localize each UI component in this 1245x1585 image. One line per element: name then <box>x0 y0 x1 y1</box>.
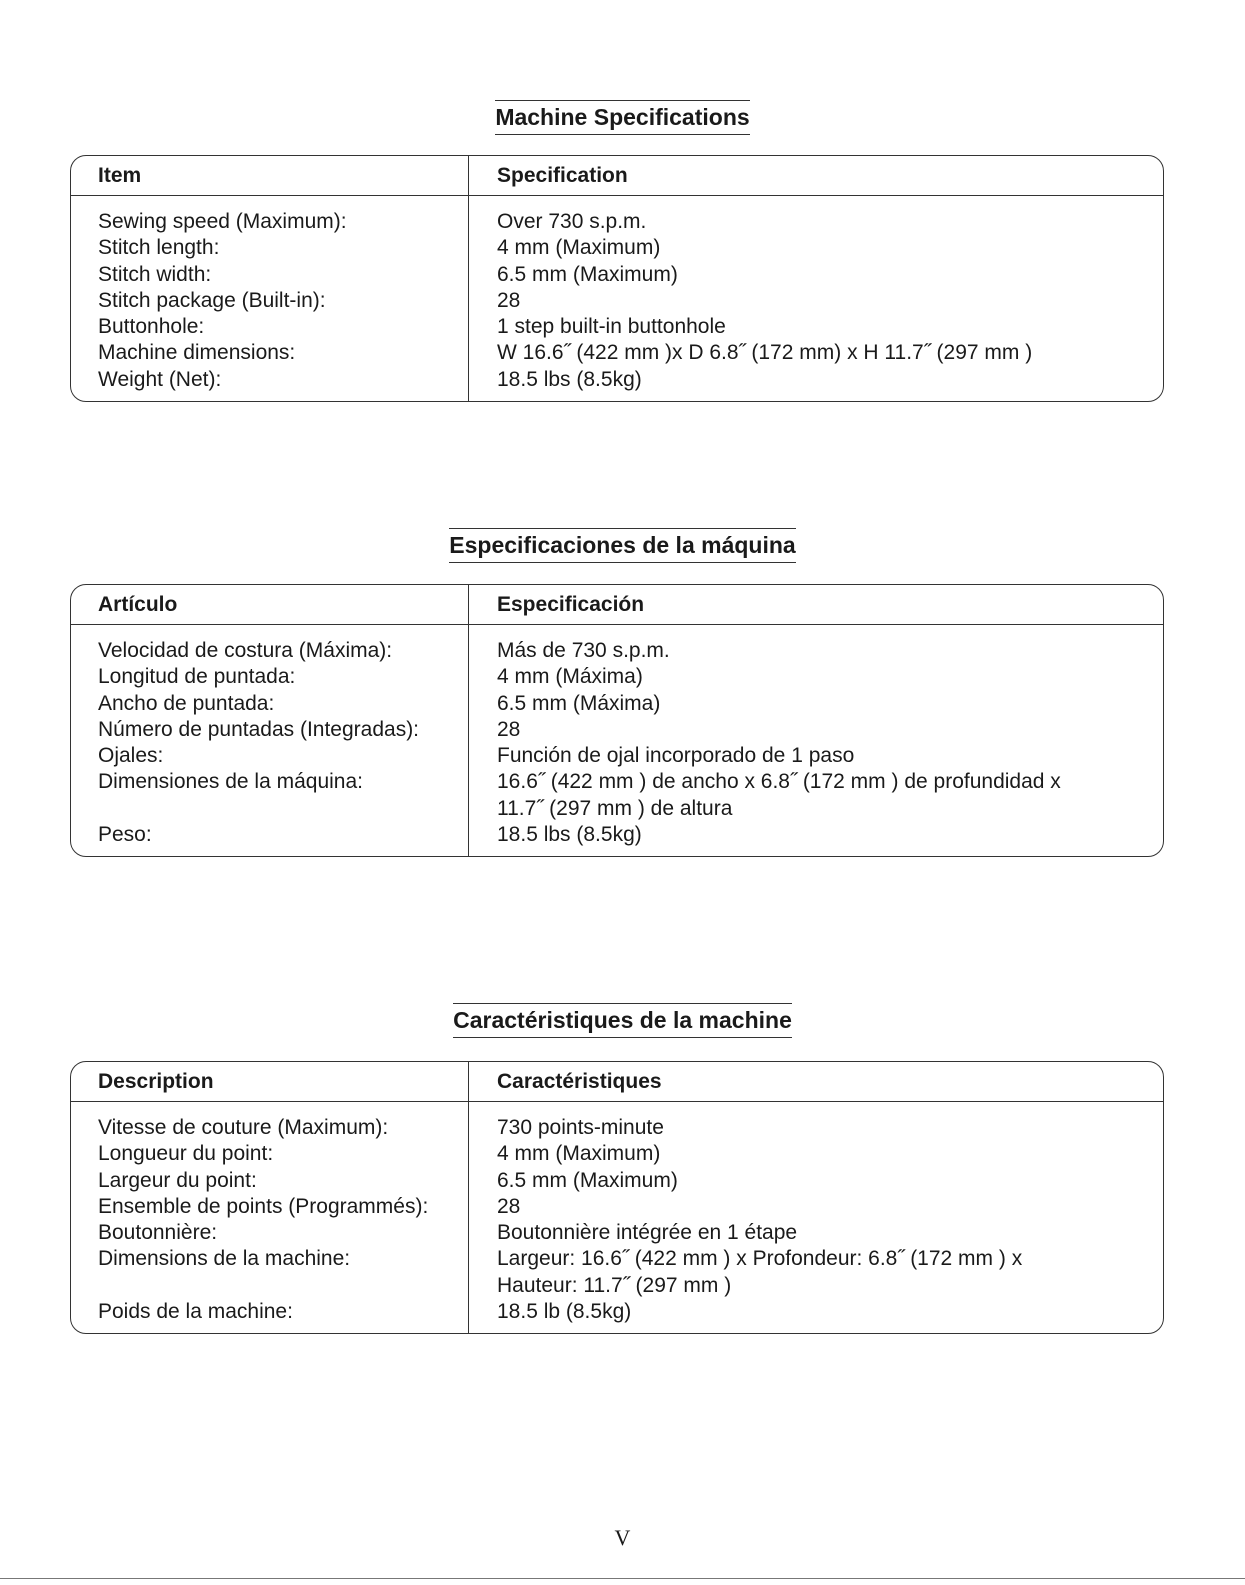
spec-label: Ancho de puntada: <box>98 691 275 715</box>
column-header-especificacion: Especificación <box>497 593 645 616</box>
section-title-english: Machine Specifications <box>0 100 1245 135</box>
spec-value: 4 mm (Máxima) <box>497 665 643 689</box>
column-header-articulo: Artículo <box>71 585 469 624</box>
table-header <box>71 585 1163 625</box>
spec-value: 6.5 mm (Máxima) <box>497 691 661 715</box>
spec-value: 18.5 lbs (8.5kg) <box>497 367 642 391</box>
spec-value: 28 <box>497 1194 521 1218</box>
spec-label: Stitch width: <box>98 262 212 286</box>
column-header-specification: Specification <box>497 164 628 187</box>
spec-value: Función de ojal incorporado de 1 paso <box>497 744 855 768</box>
spec-value: 18.5 lbs (8.5kg) <box>497 823 642 847</box>
column-header-item: Item <box>71 156 469 195</box>
spec-label: Machine dimensions: <box>98 341 296 365</box>
spec-value: W 16.6˝ (422 mm )x D 6.8˝ (172 mm) x H 11.7˝ (297 mm ) <box>497 341 1033 365</box>
spec-label: Boutonnière: <box>98 1221 218 1245</box>
spec-label: Weight (Net): <box>98 367 222 391</box>
spec-label: Sewing speed (Maximum): <box>98 210 347 233</box>
spec-label: Stitch package (Built-in): <box>98 288 326 312</box>
spec-label: Peso: <box>98 823 152 847</box>
value-column <box>469 625 1163 856</box>
value-column <box>469 196 1163 401</box>
spec-value: Boutonnière intégrée en 1 étape <box>497 1221 798 1245</box>
spec-label: Stitch length: <box>98 236 220 260</box>
spec-label: Longueur du point: <box>98 1142 274 1166</box>
spec-label <box>98 1273 468 1299</box>
spec-label: Ojales: <box>98 744 164 768</box>
spec-label: Dimensions de la machine: <box>98 1247 351 1271</box>
label-column <box>71 196 469 401</box>
spec-value: 1 step built-in buttonhole <box>497 315 726 339</box>
spec-label: Largeur du point: <box>98 1168 257 1192</box>
table-header <box>71 1062 1163 1102</box>
spec-value: 16.6˝ (422 mm ) de ancho x 6.8˝ (172 mm ) de profundidad x <box>497 770 1061 794</box>
spec-value: Over 730 s.p.m. <box>497 210 647 233</box>
section-title-french: Caractéristiques de la machine <box>0 1003 1245 1038</box>
page-bottom-rule <box>0 1578 1245 1579</box>
spec-label: Velocidad de costura (Máxima): <box>98 639 393 662</box>
spec-value: 730 points-minute <box>497 1116 664 1139</box>
label-column <box>71 1102 469 1333</box>
spec-label: Ensemble de points (Programmés): <box>98 1194 429 1218</box>
column-header-caracteristiques: Caractéristiques <box>497 1070 662 1093</box>
page-number: V <box>614 1525 631 1550</box>
table-body <box>71 1102 1163 1333</box>
value-column <box>469 1102 1163 1333</box>
spec-table-french <box>70 1061 1164 1334</box>
column-header-description: Description <box>71 1062 469 1101</box>
table-body <box>71 625 1163 856</box>
spec-value: 28 <box>497 288 521 312</box>
spec-value: 11.7˝ (297 mm ) de altura <box>497 796 733 820</box>
spec-value: 18.5 lb (8.5kg) <box>497 1300 632 1324</box>
spec-label: Poids de la machine: <box>98 1300 293 1324</box>
spec-value: 6.5 mm (Maximum) <box>497 262 678 286</box>
spec-label: Número de puntadas (Integradas): <box>98 717 420 741</box>
label-column <box>71 625 469 856</box>
spec-label: Dimensiones de la máquina: <box>98 770 363 794</box>
table-body <box>71 196 1163 401</box>
spec-table-spanish <box>70 584 1164 857</box>
spec-value: 28 <box>497 717 521 741</box>
spec-label: Buttonhole: <box>98 315 205 339</box>
spec-value: Hauteur: 11.7˝ (297 mm ) <box>497 1273 732 1297</box>
spec-label: Longitud de puntada: <box>98 665 296 689</box>
spec-value: 4 mm (Maximum) <box>497 1142 661 1166</box>
spec-table-english <box>70 155 1164 402</box>
table-header <box>71 156 1163 196</box>
section-title-spanish: Especificaciones de la máquina <box>0 528 1245 563</box>
spec-label <box>98 796 468 822</box>
spec-value: Más de 730 s.p.m. <box>497 639 670 662</box>
spec-value: 6.5 mm (Maximum) <box>497 1168 678 1192</box>
spec-value: Largeur: 16.6˝ (422 mm ) x Profondeur: 6.8˝ (172 mm ) x <box>497 1247 1023 1271</box>
spec-label: Vitesse de couture (Maximum): <box>98 1116 389 1139</box>
spec-value: 4 mm (Maximum) <box>497 236 661 260</box>
